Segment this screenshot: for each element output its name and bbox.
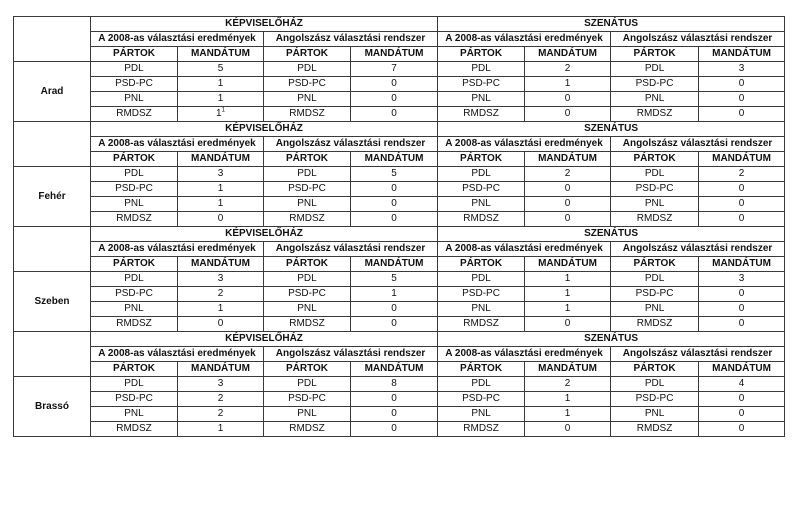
chamber-header-row (14, 227, 785, 242)
chamber-header-row (14, 332, 785, 347)
house-anglo-party: PDL (264, 377, 351, 392)
mandates-column-header: MANDÁTUM (178, 47, 264, 62)
senate-2008-mandates: 0 (525, 317, 611, 332)
table-row (14, 167, 785, 182)
senate-anglo-system-header: Angolszász választási rendszer (611, 32, 785, 47)
house-anglo-party: PSD-PC (264, 392, 351, 407)
table-row (14, 197, 785, 212)
house-anglo-party: PNL (264, 197, 351, 212)
column-header-row (14, 152, 785, 167)
house-2008-party: PSD-PC (91, 392, 178, 407)
house-2008-party: PNL (91, 407, 178, 422)
footnote-marker: 1 (221, 107, 225, 114)
blank-corner-cell (14, 17, 91, 62)
table-row (14, 77, 785, 92)
column-header-row (14, 362, 785, 377)
house-2008-mandates: 1 (216, 108, 222, 119)
senate-2008-party: RMDSZ (438, 212, 525, 227)
house-header: KÉPVISELŐHÁZ (91, 332, 438, 347)
mandates-column-header: MANDÁTUM (178, 362, 264, 377)
senate-anglo-party: PDL (611, 62, 699, 77)
senate-2008-mandates: 2 (525, 62, 611, 77)
senate-anglo-system-header: Angolszász választási rendszer (611, 242, 785, 257)
table-body (14, 17, 785, 437)
parties-column-header: PÁRTOK (91, 152, 178, 167)
house-header: KÉPVISELŐHÁZ (91, 227, 438, 242)
senate-2008-mandates: 0 (525, 197, 611, 212)
senate-anglo-mandates: 0 (699, 107, 785, 122)
senate-header: SZENÁTUS (438, 17, 785, 32)
mandates-column-header: MANDÁTUM (699, 152, 785, 167)
house-2008-mandates: 1 (178, 92, 264, 107)
senate-anglo-mandates: 0 (699, 392, 785, 407)
parties-column-header: PÁRTOK (264, 152, 351, 167)
mandates-column-header: MANDÁTUM (525, 257, 611, 272)
senate-2008-mandates: 1 (525, 287, 611, 302)
senate-anglo-mandates: 4 (699, 377, 785, 392)
table-row (14, 302, 785, 317)
parties-column-header: PÁRTOK (264, 362, 351, 377)
senate-anglo-system-header: Angolszász választási rendszer (611, 137, 785, 152)
house-anglo-party: PNL (264, 92, 351, 107)
house-anglo-mandates: 0 (351, 422, 438, 437)
senate-2008-party: PNL (438, 407, 525, 422)
house-anglo-mandates: 5 (351, 167, 438, 182)
house-2008-results-header: A 2008-as választási eredmények (91, 32, 264, 47)
senate-anglo-party: RMDSZ (611, 422, 699, 437)
senate-anglo-party: RMDSZ (611, 317, 699, 332)
senate-2008-party: PDL (438, 167, 525, 182)
senate-2008-mandates: 2 (525, 377, 611, 392)
house-anglo-party: RMDSZ (264, 107, 351, 122)
senate-anglo-mandates: 0 (699, 407, 785, 422)
mandates-column-header: MANDÁTUM (178, 152, 264, 167)
house-2008-mandates: 3 (178, 272, 264, 287)
senate-2008-party: PSD-PC (438, 182, 525, 197)
house-2008-party: RMDSZ (91, 422, 178, 437)
senate-2008-mandates: 0 (525, 212, 611, 227)
house-2008-mandates: 2 (178, 287, 264, 302)
senate-anglo-mandates: 3 (699, 62, 785, 77)
senate-anglo-mandates: 3 (699, 272, 785, 287)
house-anglo-mandates: 0 (351, 212, 438, 227)
table-row (14, 287, 785, 302)
senate-header: SZENÁTUS (438, 227, 785, 242)
house-2008-mandates: 1 (178, 182, 264, 197)
senate-2008-results-header: A 2008-as választási eredmények (438, 347, 611, 362)
table-row (14, 107, 785, 122)
house-anglo-party: RMDSZ (264, 212, 351, 227)
house-2008-mandates-cell (178, 107, 264, 122)
house-header: KÉPVISELŐHÁZ (91, 17, 438, 32)
house-anglo-mandates: 0 (351, 317, 438, 332)
parties-column-header: PÁRTOK (438, 47, 525, 62)
mandates-column-header: MANDÁTUM (699, 47, 785, 62)
house-2008-mandates-cell (178, 212, 264, 227)
senate-anglo-party: RMDSZ (611, 107, 699, 122)
house-anglo-mandates: 0 (351, 407, 438, 422)
mandates-column-header: MANDÁTUM (699, 257, 785, 272)
parties-column-header: PÁRTOK (438, 362, 525, 377)
senate-anglo-party: PNL (611, 407, 699, 422)
senate-anglo-party: PSD-PC (611, 77, 699, 92)
table-row (14, 272, 785, 287)
senate-2008-mandates: 1 (525, 302, 611, 317)
house-anglo-mandates: 0 (351, 392, 438, 407)
house-2008-party: RMDSZ (91, 212, 178, 227)
county-name: Brassó (14, 377, 91, 437)
senate-anglo-party: PSD-PC (611, 182, 699, 197)
senate-anglo-mandates: 2 (699, 167, 785, 182)
house-2008-mandates: 0 (217, 213, 224, 224)
house-2008-party: PSD-PC (91, 77, 178, 92)
house-2008-party: PDL (91, 272, 178, 287)
house-anglo-party: PNL (264, 407, 351, 422)
house-anglo-party: PSD-PC (264, 182, 351, 197)
senate-anglo-party: PNL (611, 302, 699, 317)
blank-corner-cell (14, 227, 91, 272)
house-anglo-mandates: 0 (351, 77, 438, 92)
house-2008-mandates: 5 (178, 62, 264, 77)
house-2008-party: RMDSZ (91, 317, 178, 332)
parties-column-header: PÁRTOK (264, 47, 351, 62)
house-2008-mandates: 3 (178, 377, 264, 392)
mandates-column-header: MANDÁTUM (525, 152, 611, 167)
senate-2008-results-header: A 2008-as választási eredmények (438, 242, 611, 257)
senate-anglo-party: PDL (611, 377, 699, 392)
house-2008-mandates: 0 (217, 318, 224, 329)
senate-anglo-mandates: 0 (699, 287, 785, 302)
mandates-column-header: MANDÁTUM (351, 257, 438, 272)
senate-2008-party: PSD-PC (438, 77, 525, 92)
house-anglo-party: PDL (264, 62, 351, 77)
system-header-row (14, 347, 785, 362)
senate-anglo-party: PDL (611, 272, 699, 287)
house-2008-mandates: 2 (178, 407, 264, 422)
house-2008-mandates-cell (178, 317, 264, 332)
senate-anglo-mandates: 0 (699, 77, 785, 92)
house-anglo-party: PDL (264, 272, 351, 287)
system-header-row (14, 137, 785, 152)
blank-corner-cell (14, 332, 91, 377)
senate-anglo-party: PNL (611, 92, 699, 107)
senate-anglo-party: PSD-PC (611, 287, 699, 302)
house-anglo-mandates: 0 (351, 107, 438, 122)
parties-column-header: PÁRTOK (438, 257, 525, 272)
house-anglo-mandates: 8 (351, 377, 438, 392)
senate-2008-mandates: 0 (525, 182, 611, 197)
house-2008-party: RMDSZ (91, 107, 178, 122)
house-2008-mandates: 1 (178, 302, 264, 317)
senate-2008-mandates: 0 (525, 107, 611, 122)
senate-2008-party: RMDSZ (438, 317, 525, 332)
senate-anglo-system-header: Angolszász választási rendszer (611, 347, 785, 362)
mandates-column-header: MANDÁTUM (525, 47, 611, 62)
election-results-table (13, 16, 785, 437)
senate-2008-mandates: 0 (525, 92, 611, 107)
senate-2008-party: PNL (438, 197, 525, 212)
house-2008-party: PDL (91, 62, 178, 77)
house-2008-mandates: 3 (178, 167, 264, 182)
parties-column-header: PÁRTOK (91, 47, 178, 62)
senate-header: SZENÁTUS (438, 122, 785, 137)
parties-column-header: PÁRTOK (91, 362, 178, 377)
parties-column-header: PÁRTOK (438, 152, 525, 167)
senate-anglo-party: RMDSZ (611, 212, 699, 227)
house-2008-party: PNL (91, 302, 178, 317)
table-row (14, 62, 785, 77)
senate-anglo-mandates: 0 (699, 92, 785, 107)
county-name: Arad (14, 62, 91, 122)
house-2008-party: PSD-PC (91, 182, 178, 197)
house-anglo-party: RMDSZ (264, 422, 351, 437)
table-row (14, 377, 785, 392)
house-anglo-mandates: 0 (351, 197, 438, 212)
senate-2008-party: PNL (438, 302, 525, 317)
parties-column-header: PÁRTOK (264, 257, 351, 272)
table-row (14, 182, 785, 197)
column-header-row (14, 47, 785, 62)
senate-2008-results-header: A 2008-as választási eredmények (438, 137, 611, 152)
senate-2008-mandates: 1 (525, 272, 611, 287)
house-2008-mandates: 1 (217, 423, 224, 434)
chamber-header-row (14, 17, 785, 32)
mandates-column-header: MANDÁTUM (351, 47, 438, 62)
parties-column-header: PÁRTOK (611, 362, 699, 377)
parties-column-header: PÁRTOK (91, 257, 178, 272)
senate-2008-mandates: 2 (525, 167, 611, 182)
house-anglo-system-header: Angolszász választási rendszer (264, 137, 438, 152)
house-header: KÉPVISELŐHÁZ (91, 122, 438, 137)
mandates-column-header: MANDÁTUM (351, 152, 438, 167)
house-2008-party: PNL (91, 197, 178, 212)
table-row (14, 317, 785, 332)
senate-anglo-mandates: 0 (699, 212, 785, 227)
chamber-header-row (14, 122, 785, 137)
blank-corner-cell (14, 122, 91, 167)
senate-anglo-mandates: 0 (699, 317, 785, 332)
senate-anglo-party: PSD-PC (611, 392, 699, 407)
house-2008-mandates: 2 (178, 392, 264, 407)
house-anglo-party: PSD-PC (264, 287, 351, 302)
senate-2008-party: PNL (438, 92, 525, 107)
table-row (14, 212, 785, 227)
senate-anglo-party: PNL (611, 197, 699, 212)
house-2008-mandates: 1 (178, 77, 264, 92)
house-2008-party: PDL (91, 167, 178, 182)
house-2008-party: PNL (91, 92, 178, 107)
house-2008-results-header: A 2008-as választási eredmények (91, 137, 264, 152)
mandates-column-header: MANDÁTUM (525, 362, 611, 377)
mandates-column-header: MANDÁTUM (178, 257, 264, 272)
senate-2008-party: RMDSZ (438, 107, 525, 122)
senate-2008-party: PDL (438, 62, 525, 77)
table-row (14, 407, 785, 422)
parties-column-header: PÁRTOK (611, 47, 699, 62)
house-anglo-party: PSD-PC (264, 77, 351, 92)
senate-anglo-mandates: 0 (699, 182, 785, 197)
mandates-column-header: MANDÁTUM (351, 362, 438, 377)
house-anglo-system-header: Angolszász választási rendszer (264, 347, 438, 362)
house-anglo-mandates: 5 (351, 272, 438, 287)
senate-anglo-party: PDL (611, 167, 699, 182)
system-header-row (14, 242, 785, 257)
table-row (14, 392, 785, 407)
system-header-row (14, 32, 785, 47)
house-2008-results-header: A 2008-as választási eredmények (91, 347, 264, 362)
house-anglo-party: PDL (264, 167, 351, 182)
house-anglo-mandates: 1 (351, 287, 438, 302)
parties-column-header: PÁRTOK (611, 152, 699, 167)
senate-2008-results-header: A 2008-as választási eredmények (438, 32, 611, 47)
house-2008-mandates-cell (178, 422, 264, 437)
house-anglo-mandates: 0 (351, 302, 438, 317)
house-anglo-party: RMDSZ (264, 317, 351, 332)
senate-anglo-mandates: 0 (699, 422, 785, 437)
house-anglo-mandates: 0 (351, 92, 438, 107)
house-2008-mandates: 1 (178, 197, 264, 212)
senate-2008-party: PSD-PC (438, 392, 525, 407)
table-row (14, 422, 785, 437)
senate-2008-party: RMDSZ (438, 422, 525, 437)
house-2008-party: PSD-PC (91, 287, 178, 302)
county-name: Fehér (14, 167, 91, 227)
senate-2008-party: PSD-PC (438, 287, 525, 302)
house-anglo-mandates: 0 (351, 182, 438, 197)
house-2008-party: PDL (91, 377, 178, 392)
senate-2008-mandates: 1 (525, 407, 611, 422)
house-anglo-mandates: 7 (351, 62, 438, 77)
house-anglo-party: PNL (264, 302, 351, 317)
house-anglo-system-header: Angolszász választási rendszer (264, 32, 438, 47)
senate-anglo-mandates: 0 (699, 302, 785, 317)
table-row (14, 92, 785, 107)
senate-anglo-mandates: 0 (699, 197, 785, 212)
mandates-column-header: MANDÁTUM (699, 362, 785, 377)
senate-header: SZENÁTUS (438, 332, 785, 347)
senate-2008-mandates: 1 (525, 392, 611, 407)
senate-2008-party: PDL (438, 377, 525, 392)
column-header-row (14, 257, 785, 272)
senate-2008-mandates: 0 (525, 422, 611, 437)
senate-2008-party: PDL (438, 272, 525, 287)
senate-2008-mandates: 1 (525, 77, 611, 92)
parties-column-header: PÁRTOK (611, 257, 699, 272)
county-name: Szeben (14, 272, 91, 332)
house-anglo-system-header: Angolszász választási rendszer (264, 242, 438, 257)
house-2008-results-header: A 2008-as választási eredmények (91, 242, 264, 257)
